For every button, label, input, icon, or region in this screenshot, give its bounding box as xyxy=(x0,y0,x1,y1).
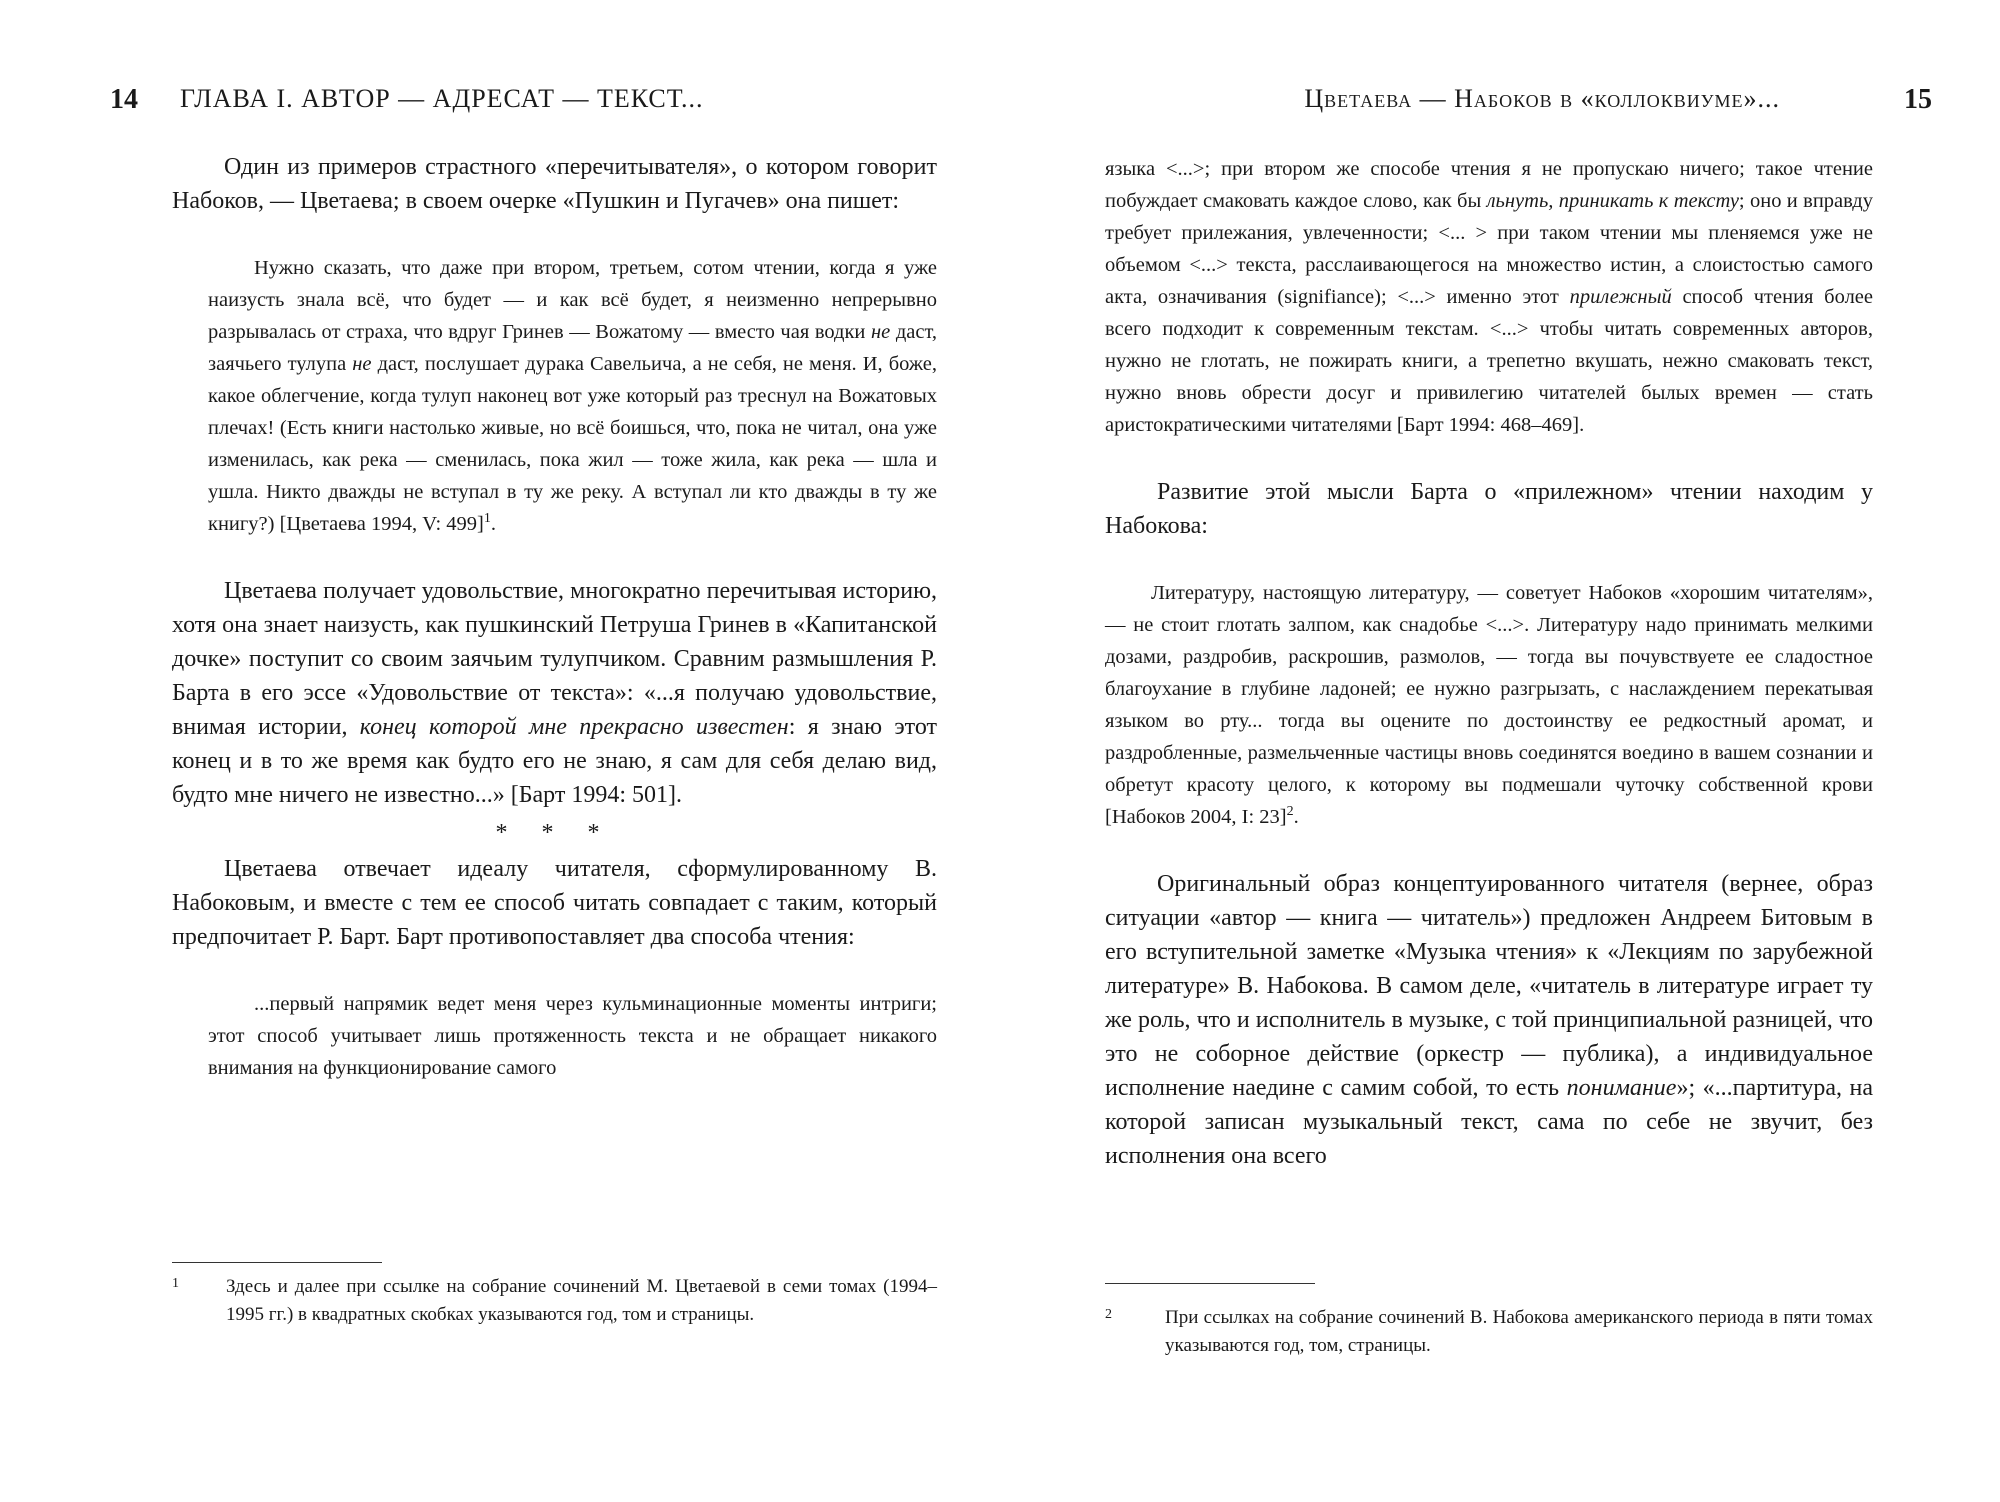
footnote-number: 2 xyxy=(1105,1307,1112,1322)
section-divider: * * * xyxy=(495,820,614,846)
right-body-text xyxy=(1105,153,1873,1173)
block-quote xyxy=(1105,153,1873,441)
footnote-text: Здесь и далее при ссылке на собрание сочинений М. Цветаевой в семи томах (1994–1995 гг.) в квадратных скобках указываются год, том и страницы. xyxy=(226,1276,937,1325)
footnote xyxy=(172,1273,937,1329)
paragraph: Цветаева получает удовольствие, многократно перечитывая историю, хотя она знает наизусть, как пушкинский Петруша Гринев в «Капитанской дочке» поступит со своим заячьим тулупчиком. Сравним размышления Р. Барта в его эссе «Удовольствие от текста»: «...я получаю удовольствие, внимая истории, конец которой мне прекрасно известен: я знаю этот конец и в то же время как будто его не знаю, я сам для себя делаю вид, будто мне ничего не известно...» [Барт 1994: 501]. xyxy=(172,578,937,808)
right-page xyxy=(1000,0,2000,1502)
right-running-head: Цветаева — Набоков в «коллоквиуме»... xyxy=(1304,84,1780,113)
left-page-number: 14 xyxy=(110,84,138,115)
right-page-number: 15 xyxy=(1904,84,1932,115)
left-running-head: ГЛАВА I. АВТОР — АДРЕСАТ — ТЕКСТ... xyxy=(180,84,704,113)
quote-paragraph: ...первый напрямик ведет меня через кульминационные моменты интриги; этот способ учитывает лишь протяженность текста и не обращает никакого внимания на функционирование самого xyxy=(208,993,937,1079)
left-body-text xyxy=(172,150,937,1084)
paragraph: Один из примеров страстного «перечитывателя», о котором говорит Набоков, — Цветаева; в своем очерке «Пушкин и Пугачев» она пишет: xyxy=(172,154,937,214)
footnote xyxy=(1105,1304,1873,1360)
paragraph: Оригинальный образ концептуированного читателя (вернее, образ ситуации «автор — книга — читатель») предложен Андреем Битовым в его вступительной заметке «Музыка чтения» к «Лекциям по зарубежной литературе» В. Набокова. В самом деле, «читатель в литературе играет ту же роль, что и исполнитель в музыке, с той принципиальной разницей, что это не соборное действие (оркестр — публика), а индивидуальное исполнение наедине с самим собой, то есть понимание»; «...партитура, на которой записан музыкальный текст, сама по себе не звучит, без исполнения она всего xyxy=(1105,871,1874,1169)
footnote-ref: 1 xyxy=(483,511,491,527)
footnote-number: 1 xyxy=(172,1276,179,1291)
quote-paragraph: Нужно сказать, что даже при втором, третьем, сотом чтении, когда я уже наизусть знала всё, что будет — и как всё будет, я неизменно непрерывно разрывалась от страха, что вдруг Гринев — Вожатому — вместо чая водки не даст, заячьего тулупа не даст, послушает дурака Савельича, а не себя, не меня. И, боже, какое облегчение, когда тулуп наконец вот уже который раз треснул на Вожатовых плечах! (Есть книги настолько живые, но всё боишься, что, пока не читал, она уже изменилась, как река — сменилась, пока жил — тоже жила, как река — шла и ушла. Никто дважды не вступал в ту же реку. А вступал ли кто дважды в ту же книгу?) [Цветаева 1994, V: 499]$^1$. xyxy=(208,257,938,535)
block-quote xyxy=(172,988,937,1084)
footnote-rule xyxy=(172,1262,382,1263)
footnote-text: При ссылках на собрание сочинений В. Набокова американского периода в пяти томах указываются год, том, страницы. xyxy=(1165,1307,1873,1356)
block-quote xyxy=(1105,577,1873,833)
quote-paragraph: Литературу, настоящую литературу, — советует Набоков «хорошим читателям», — не стоит глотать залпом, как снадобье <...>. Литературу надо принимать мелкими дозами, раздробив, раскрошив, размолов, — тогда вы почувствуете ее сладостное благоухание в глубине ладоней; ее нужно разгрызать, с наслаждением перекатывая языком во рту... тогда вы оцените по достоинству ее редкостный аромат, и раздробленные, размельченные частицы вновь соединятся воедино в вашем сознании и обретут красоту целого, к которому вы подмешали чуточку собственной крови [Набоков 2004, I: 23]$^2$. xyxy=(1105,582,1873,828)
paragraph: Цветаева отвечает идеалу читателя, сформулированному В. Набоковым, и вместе с тем ее способ читать совпадает с таким, который предпочитает Р. Барт. Барт противопоставляет два способа чтения: xyxy=(172,856,937,950)
paragraph: Развитие этой мысли Барта о «прилежном» чтении находим у Набокова: xyxy=(1105,479,1873,539)
footnote-ref: 2 xyxy=(1286,804,1294,820)
footnote-rule xyxy=(1105,1283,1315,1284)
quote-paragraph: языка <...>; при втором же способе чтения я не пропускаю ничего; такое чтение побуждает смаковать каждое слово, как бы льнуть, приникать к тексту; оно и вправду требует прилежания, увлеченности; <... > при таком чтении мы пленяемся уже не объемом <...> текста, расслаивающегося на множество истин, а слоистостью самого акта, означивания (signifiance); <...> именно этот прилежный способ чтения более всего подходит к современным текстам. <...> чтобы читать современных авторов, нужно не глотать, не пожирать книги, а трепетно вкушать, нежно смаковать текст, нужно вновь обрести досуг и привилегию читателей былых времен — стать аристократическими читателями [Барт 1994: 468–469]. xyxy=(1105,158,1874,436)
block-quote xyxy=(172,252,937,540)
